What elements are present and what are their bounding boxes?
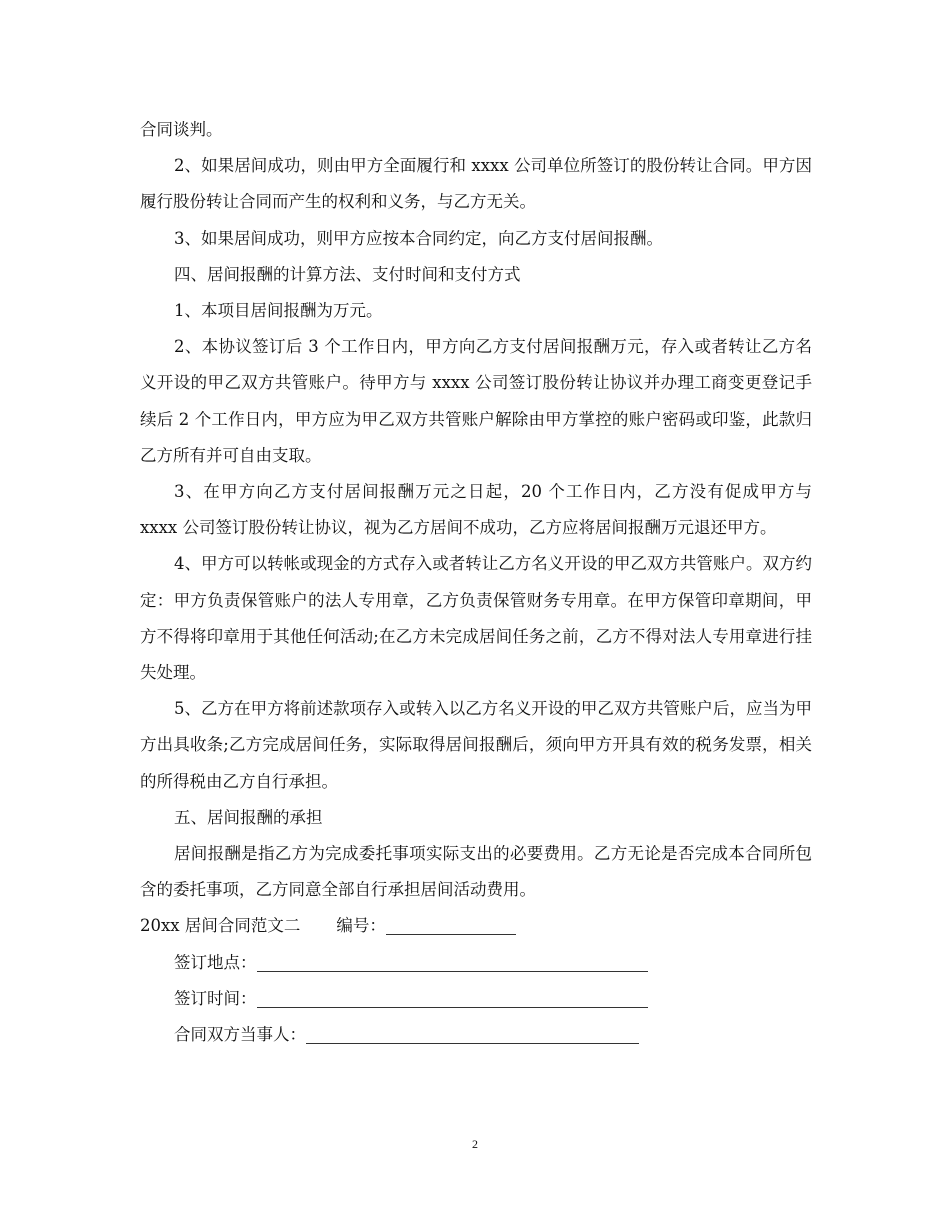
signing-place-field <box>140 945 812 981</box>
paragraph-fee-5: 5、乙方在甲方将前述款项存入或转入以乙方名义开设的甲乙双方共管账户后，应当为甲方出具收条;乙方完成居间任务，实际取得居间报酬后，须向甲方开具有效的税务发票，相关的所得税由乙方自行承担。 <box>140 699 812 791</box>
paragraph-contract-negotiation: 合同谈判。 <box>140 120 223 139</box>
signing-time-label: 签订时间： <box>174 988 257 1008</box>
paragraph-fee-4: 4、甲方可以转帐或现金的方式存入或者转让乙方名义开设的甲乙双方共管账户。双方约定：甲方负责保管账户的法人专用章，乙方负责保管财务专用章。在甲方保管印章期间，甲方不得将印章用于其他任何活动;在乙方未完成居间任务之前，乙方不得对法人专用章进行挂失处理。 <box>140 554 812 683</box>
contract-heading <box>140 908 812 944</box>
signing-place-blank <box>257 951 648 972</box>
section-heading-4: 四、居间报酬的计算方法、支付时间和支付方式 <box>174 264 521 284</box>
paragraph-clause-3: 3、如果居间成功，则甲方应按本合同约定，向乙方支付居间报酬。 <box>174 228 663 248</box>
parties-field <box>140 1017 812 1053</box>
paragraph-fee-2: 2、本协议签订后 3 个工作日内，甲方向乙方支付居间报酬万元，存入或者转让乙方名义开设的甲乙双方共管账户。待甲方与 xxxx 公司签订股份转让协议并办理工商变更登记手续后 2 个工作日内，甲方应为甲乙双方共管账户解除由甲方掌控的账户密码或印鉴，此款归乙方所有并可自由支取。 <box>140 337 812 465</box>
contract-number-label: 编号： <box>336 916 386 936</box>
paragraph-fee-3: 3、在甲方向乙方支付居间报酬万元之日起，20 个工作日内，乙方没有促成甲方与 xxxx 公司签订股份转让协议，视为乙方居间不成功，乙方应将居间报酬万元退还甲方。 <box>140 482 812 538</box>
signing-time-field <box>140 981 812 1017</box>
paragraph-clause-2: 2、如果居间成功，则由甲方全面履行和 xxxx 公司单位所签订的股份转让合同。甲方因履行股份转让合同而产生的权利和义务，与乙方无关。 <box>140 156 812 212</box>
signing-time-blank <box>257 987 648 1008</box>
parties-label: 合同双方当事人： <box>174 1025 306 1045</box>
contract-title: 20xx 居间合同范文二 <box>140 916 301 936</box>
paragraph-fee-bearing: 居间报酬是指乙方为完成委托事项实际支出的必要费用。乙方无论是否完成本合同所包含的委托事项，乙方同意全部自行承担居间活动费用。 <box>140 844 812 900</box>
contract-number-blank <box>386 914 516 935</box>
page-number: 2 <box>472 1137 478 1151</box>
document-body <box>140 112 812 1053</box>
section-heading-5: 五、居间报酬的承担 <box>174 807 323 827</box>
parties-blank <box>306 1023 639 1044</box>
signing-place-label: 签订地点： <box>174 952 257 972</box>
paragraph-fee-1: 1、本项目居间报酬为万元。 <box>174 301 383 321</box>
